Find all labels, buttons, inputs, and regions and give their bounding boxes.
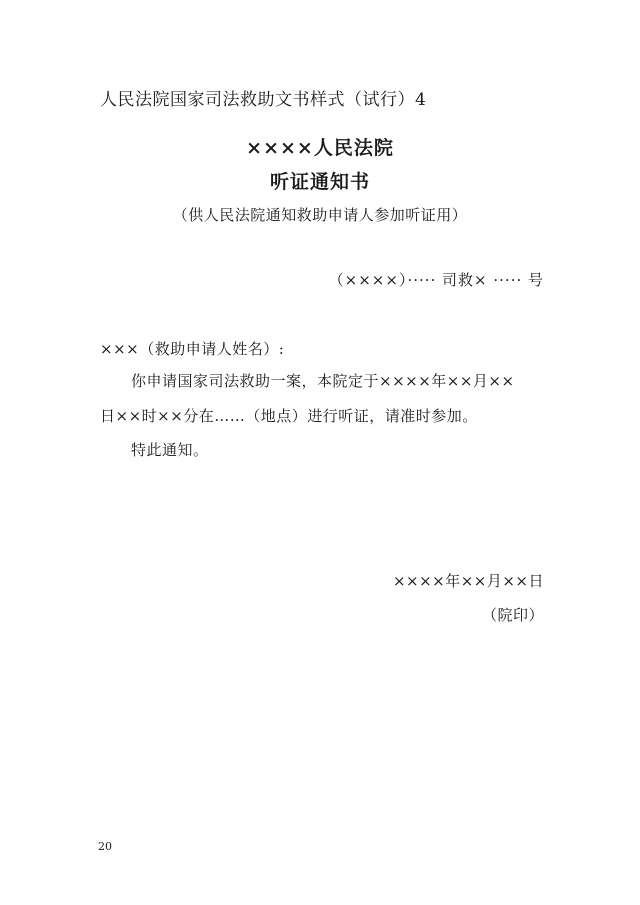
case-number: （××××）····· 司救× ····· 号 [328, 271, 544, 289]
document-title: 听证通知书 [269, 171, 370, 193]
signature-date: ××××年××月××日 [392, 572, 544, 590]
document-subtitle: （供人民法院通知救助申请人参加听证用） [172, 206, 468, 224]
closing-line: 特此通知。 [131, 441, 209, 459]
court-name: ××××人民法院 [246, 137, 394, 159]
body-text-line-2: 日××时××分在……（地点）进行听证，请准时参加。 [100, 407, 478, 425]
seal-note: （院印） [481, 606, 544, 624]
body-text-line-1: 你申请国家司法救助一案，本院定于××××年××月×× [131, 372, 515, 390]
header-title: 人民法院国家司法救助文书样式（试行）4 [100, 90, 427, 110]
recipient-line: ×××（救助申请人姓名）: [100, 340, 285, 358]
page-number: 20 [98, 840, 112, 853]
